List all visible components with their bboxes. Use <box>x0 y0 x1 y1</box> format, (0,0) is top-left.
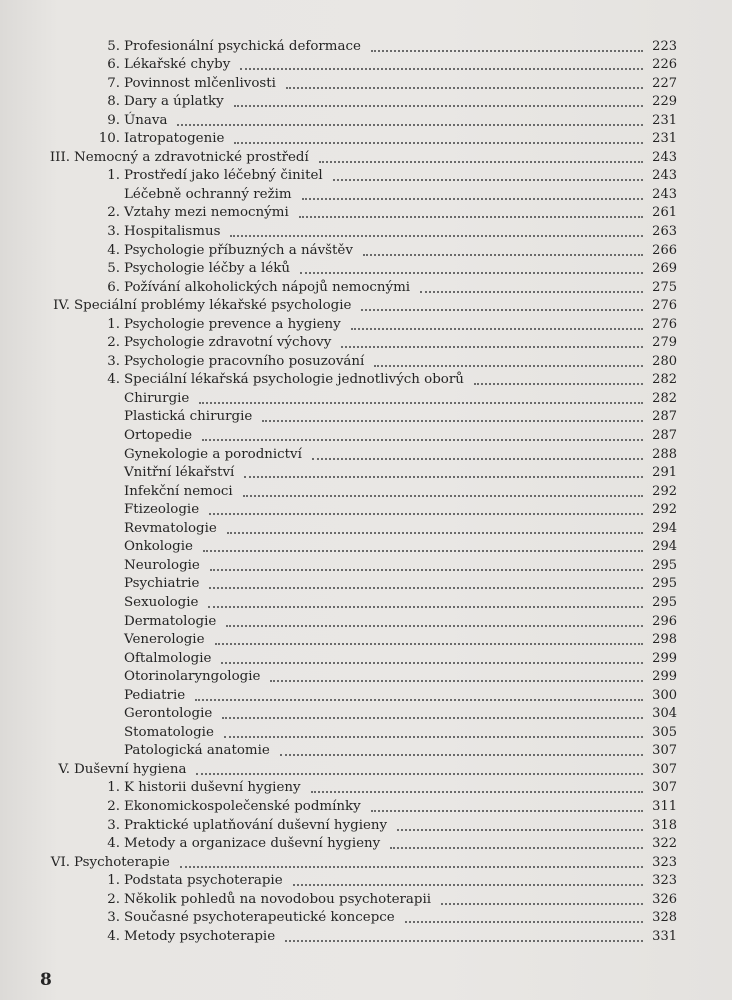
toc-entry-number: 4. <box>107 372 120 388</box>
toc-entry-title: Sexuologie <box>124 594 199 610</box>
dot-leader <box>202 439 643 441</box>
toc-entry-number: 4. <box>107 928 120 944</box>
toc-entry <box>0 36 732 55</box>
toc-entry-title: Psychoterapie <box>74 854 170 870</box>
toc-entry-title: Povinnost mlčenlivosti <box>124 75 276 91</box>
dot-leader <box>280 754 643 756</box>
dot-leader <box>226 625 643 627</box>
toc-entry-title: Venerologie <box>124 632 205 648</box>
toc-entry-page: 287 <box>652 409 677 425</box>
table-of-contents <box>0 36 732 945</box>
toc-entry-number: 3. <box>107 353 120 369</box>
toc-entry-title: Psychologie léčby a léků <box>124 261 290 277</box>
toc-entry-page: 280 <box>652 353 677 369</box>
dot-leader <box>224 736 643 738</box>
dot-leader <box>405 921 643 923</box>
dot-leader <box>195 699 643 701</box>
toc-entry <box>0 741 732 760</box>
toc-entry <box>0 834 732 853</box>
toc-entry-page: 328 <box>652 910 677 926</box>
toc-entry <box>0 555 732 574</box>
toc-entry <box>0 425 732 444</box>
toc-entry-page: 276 <box>652 298 677 314</box>
toc-entry-page: 279 <box>652 335 677 351</box>
toc-entry-title: Dermatologie <box>124 613 217 629</box>
dot-leader <box>208 606 643 608</box>
dot-leader <box>286 87 643 89</box>
dot-leader <box>397 829 643 831</box>
dot-leader <box>234 142 643 144</box>
toc-entry-title: Prostředí jako léčebný činitel <box>124 168 323 184</box>
toc-entry-title: Metody a organizace duševní hygieny <box>124 836 381 852</box>
toc-entry-title: Speciální lékařská psychologie jednotlivých oborů <box>124 372 464 388</box>
toc-entry <box>0 500 732 519</box>
toc-entry-title: Psychologie prevence a hygieny <box>124 316 341 332</box>
toc-entry <box>0 333 732 352</box>
toc-entry-title: Ftizeologie <box>124 502 200 518</box>
toc-entry-number: 2. <box>107 205 120 221</box>
toc-entry-page: 299 <box>652 669 677 685</box>
toc-entry <box>0 203 732 222</box>
toc-entry-page: 305 <box>652 724 677 740</box>
toc-entry-number: 3. <box>107 910 120 926</box>
toc-entry <box>0 630 732 649</box>
toc-entry-number: III. <box>49 149 70 165</box>
dot-leader <box>199 402 643 404</box>
dot-leader <box>262 420 643 422</box>
toc-entry-title: Psychologie příbuzných a návštěv <box>124 242 353 258</box>
dot-leader <box>209 513 643 515</box>
toc-entry-page: 226 <box>652 57 677 73</box>
toc-entry-title: Vztahy mezi nemocnými <box>124 205 289 221</box>
dot-leader <box>474 383 643 385</box>
toc-entry-number: IV. <box>53 298 70 314</box>
toc-entry-page: 276 <box>652 316 677 332</box>
toc-entry-title: Neurologie <box>124 557 200 573</box>
toc-entry-page: 304 <box>652 706 677 722</box>
dot-leader <box>230 235 643 237</box>
toc-entry-page: 295 <box>652 557 677 573</box>
toc-entry-page: 292 <box>652 483 677 499</box>
dot-leader <box>371 810 643 812</box>
toc-entry <box>0 778 732 797</box>
toc-entry-number: 2. <box>107 891 120 907</box>
toc-entry-title: Duševní hygiena <box>74 761 187 777</box>
toc-entry-number: 8. <box>107 94 120 110</box>
dot-leader <box>270 680 643 682</box>
dot-leader <box>222 717 643 719</box>
toc-entry <box>0 852 732 871</box>
toc-entry <box>0 518 732 537</box>
toc-entry-page: 292 <box>652 502 677 518</box>
toc-entry <box>0 370 732 389</box>
toc-entry-number: 6. <box>107 279 120 295</box>
toc-entry-page: 296 <box>652 613 677 629</box>
toc-entry <box>0 110 732 129</box>
toc-entry-page: 295 <box>652 594 677 610</box>
toc-entry-number: 1. <box>107 873 120 889</box>
dot-leader <box>299 216 643 218</box>
toc-entry-title: Ortopedie <box>124 428 193 444</box>
toc-entry-title: Lékařské chyby <box>124 57 231 73</box>
toc-entry-page: 300 <box>652 687 677 703</box>
toc-entry-number: 6. <box>107 57 120 73</box>
toc-entry-title: Únava <box>124 112 168 128</box>
toc-entry-title: Současné psychoterapeutické koncepce <box>124 910 395 926</box>
toc-entry-number: 4. <box>107 242 120 258</box>
toc-entry-page: 287 <box>652 428 677 444</box>
toc-entry-number: 5. <box>107 261 120 277</box>
toc-entry-page: 298 <box>652 632 677 648</box>
dot-leader <box>243 495 643 497</box>
toc-entry-page: 326 <box>652 891 677 907</box>
toc-entry-title: Dary a úplatky <box>124 94 224 110</box>
toc-entry-page: 307 <box>652 780 677 796</box>
toc-entry <box>0 796 732 815</box>
toc-entry-page: 294 <box>652 539 677 555</box>
toc-entry-title: Revmatologie <box>124 520 217 536</box>
toc-entry-title: Nemocný a zdravotnické prostředí <box>74 149 309 165</box>
dot-leader <box>180 866 643 868</box>
toc-entry-number: V. <box>58 761 70 777</box>
toc-entry-title: Psychologie zdravotní výchovy <box>124 335 332 351</box>
toc-entry <box>0 889 732 908</box>
toc-entry <box>0 55 732 74</box>
toc-entry <box>0 759 732 778</box>
toc-entry-title: Speciální problémy lékařské psychologie <box>74 298 352 314</box>
toc-entry <box>0 129 732 148</box>
toc-entry-page: 323 <box>652 873 677 889</box>
toc-entry <box>0 815 732 834</box>
toc-entry-number: 5. <box>107 38 120 54</box>
toc-entry-title: Psychologie pracovního posuzování <box>124 353 365 369</box>
toc-entry <box>0 388 732 407</box>
dot-leader <box>333 179 643 181</box>
toc-entry-title: Iatropatogenie <box>124 131 225 147</box>
dot-leader <box>390 847 643 849</box>
toc-entry-number: 1. <box>107 316 120 332</box>
dot-leader <box>210 569 643 571</box>
toc-entry-page: 227 <box>652 75 677 91</box>
dot-leader <box>196 773 643 775</box>
toc-entry-number: 9. <box>107 112 120 128</box>
dot-leader <box>302 198 643 200</box>
toc-entry <box>0 351 732 370</box>
dot-leader <box>209 587 643 589</box>
toc-entry <box>0 685 732 704</box>
dot-leader <box>341 346 643 348</box>
toc-entry <box>0 592 732 611</box>
toc-entry-page: 269 <box>652 261 677 277</box>
toc-entry-title: Oftalmologie <box>124 650 212 666</box>
dot-leader <box>293 884 643 886</box>
toc-entry <box>0 537 732 556</box>
toc-entry-title: Ekonomickospolečenské podmínky <box>124 798 361 814</box>
toc-entry-page: 307 <box>652 743 677 759</box>
toc-entry-page: 223 <box>652 38 677 54</box>
toc-entry-title: Vnitřní lékařství <box>124 465 235 481</box>
toc-entry-number: 4. <box>107 836 120 852</box>
toc-entry-number: 10. <box>98 131 120 147</box>
toc-entry-page: 299 <box>652 650 677 666</box>
toc-entry-number: 3. <box>107 224 120 240</box>
toc-entry-page: 275 <box>652 279 677 295</box>
toc-entry <box>0 444 732 463</box>
toc-entry-title: Podstata psychoterapie <box>124 873 283 889</box>
toc-entry-title: Pediatrie <box>124 687 186 703</box>
toc-entry-number: 2. <box>107 335 120 351</box>
toc-entry-number: 3. <box>107 817 120 833</box>
toc-entry <box>0 611 732 630</box>
toc-entry-title: Léčebně ochranný režim <box>124 186 292 202</box>
toc-entry-title: Plastická chirurgie <box>124 409 253 425</box>
toc-entry-title: Praktické uplatňování duševní hygieny <box>124 817 388 833</box>
toc-entry <box>0 184 732 203</box>
toc-entry-page: 322 <box>652 836 677 852</box>
dot-leader <box>312 458 643 460</box>
toc-entry <box>0 704 732 723</box>
dot-leader <box>351 328 643 330</box>
toc-entry-number: 1. <box>107 780 120 796</box>
toc-entry <box>0 481 732 500</box>
toc-entry-page: 231 <box>652 131 677 147</box>
toc-entry-page: 266 <box>652 242 677 258</box>
dot-leader <box>311 791 643 793</box>
toc-entry <box>0 92 732 111</box>
toc-entry <box>0 296 732 315</box>
toc-entry-page: 295 <box>652 576 677 592</box>
dot-leader <box>363 254 643 256</box>
toc-entry-title: Gynekologie a porodnictví <box>124 446 302 462</box>
toc-entry-number: 1. <box>107 168 120 184</box>
toc-entry-page: 231 <box>652 112 677 128</box>
dot-leader <box>441 903 643 905</box>
dot-leader <box>203 550 643 552</box>
dot-leader <box>361 309 643 311</box>
toc-entry-title: Hospitalismus <box>124 224 221 240</box>
toc-entry-page: 307 <box>652 761 677 777</box>
toc-entry <box>0 722 732 741</box>
dot-leader <box>374 365 643 367</box>
toc-entry <box>0 908 732 927</box>
toc-entry-page: 243 <box>652 149 677 165</box>
toc-entry-page: 318 <box>652 817 677 833</box>
toc-entry-title: Patologická anatomie <box>124 743 270 759</box>
toc-entry-page: 261 <box>652 205 677 221</box>
toc-entry <box>0 648 732 667</box>
toc-entry-number: VI. <box>50 854 70 870</box>
toc-entry-title: Otorinolaryngologie <box>124 669 261 685</box>
toc-entry-title: Gerontologie <box>124 706 213 722</box>
toc-entry <box>0 259 732 278</box>
dot-leader <box>319 161 643 163</box>
toc-entry <box>0 166 732 185</box>
toc-entry-title: Chirurgie <box>124 390 190 406</box>
dot-leader <box>300 272 643 274</box>
toc-entry-page: 323 <box>652 854 677 870</box>
dot-leader <box>420 291 643 293</box>
toc-entry-title: Infekční nemoci <box>124 483 233 499</box>
toc-entry <box>0 667 732 686</box>
toc-entry-number: 7. <box>107 75 120 91</box>
dot-leader <box>285 940 643 942</box>
toc-entry <box>0 574 732 593</box>
page-number: 8 <box>40 970 52 990</box>
toc-entry-title: K historii duševní hygieny <box>124 780 301 796</box>
dot-leader <box>371 50 643 52</box>
dot-leader <box>240 68 643 70</box>
toc-entry <box>0 926 732 945</box>
toc-entry-page: 282 <box>652 390 677 406</box>
toc-entry <box>0 407 732 426</box>
toc-entry <box>0 73 732 92</box>
dot-leader <box>244 476 643 478</box>
toc-entry <box>0 221 732 240</box>
toc-entry <box>0 147 732 166</box>
toc-entry-number: 2. <box>107 798 120 814</box>
toc-entry-page: 331 <box>652 928 677 944</box>
toc-entry-title: Stomatologie <box>124 724 214 740</box>
dot-leader <box>177 124 643 126</box>
toc-entry <box>0 240 732 259</box>
toc-entry <box>0 277 732 296</box>
toc-entry-page: 243 <box>652 168 677 184</box>
toc-entry-title: Požívání alkoholických nápojů nemocnými <box>124 279 411 295</box>
toc-entry-page: 291 <box>652 465 677 481</box>
toc-entry-title: Psychiatrie <box>124 576 200 592</box>
toc-entry-title: Několik pohledů na novodobou psychoterapii <box>124 891 432 907</box>
toc-entry-title: Profesionální psychická deformace <box>124 38 361 54</box>
toc-entry-page: 294 <box>652 520 677 536</box>
toc-entry-page: 282 <box>652 372 677 388</box>
toc-entry-page: 229 <box>652 94 677 110</box>
toc-entry <box>0 871 732 890</box>
toc-entry-page: 288 <box>652 446 677 462</box>
dot-leader <box>215 643 643 645</box>
toc-entry <box>0 463 732 482</box>
toc-entry-page: 263 <box>652 224 677 240</box>
toc-entry-page: 243 <box>652 186 677 202</box>
toc-entry-title: Metody psychoterapie <box>124 928 276 944</box>
dot-leader <box>234 105 643 107</box>
dot-leader <box>221 662 643 664</box>
toc-entry-page: 311 <box>652 798 677 814</box>
dot-leader <box>227 532 643 534</box>
toc-entry-title: Onkologie <box>124 539 193 555</box>
toc-entry <box>0 314 732 333</box>
